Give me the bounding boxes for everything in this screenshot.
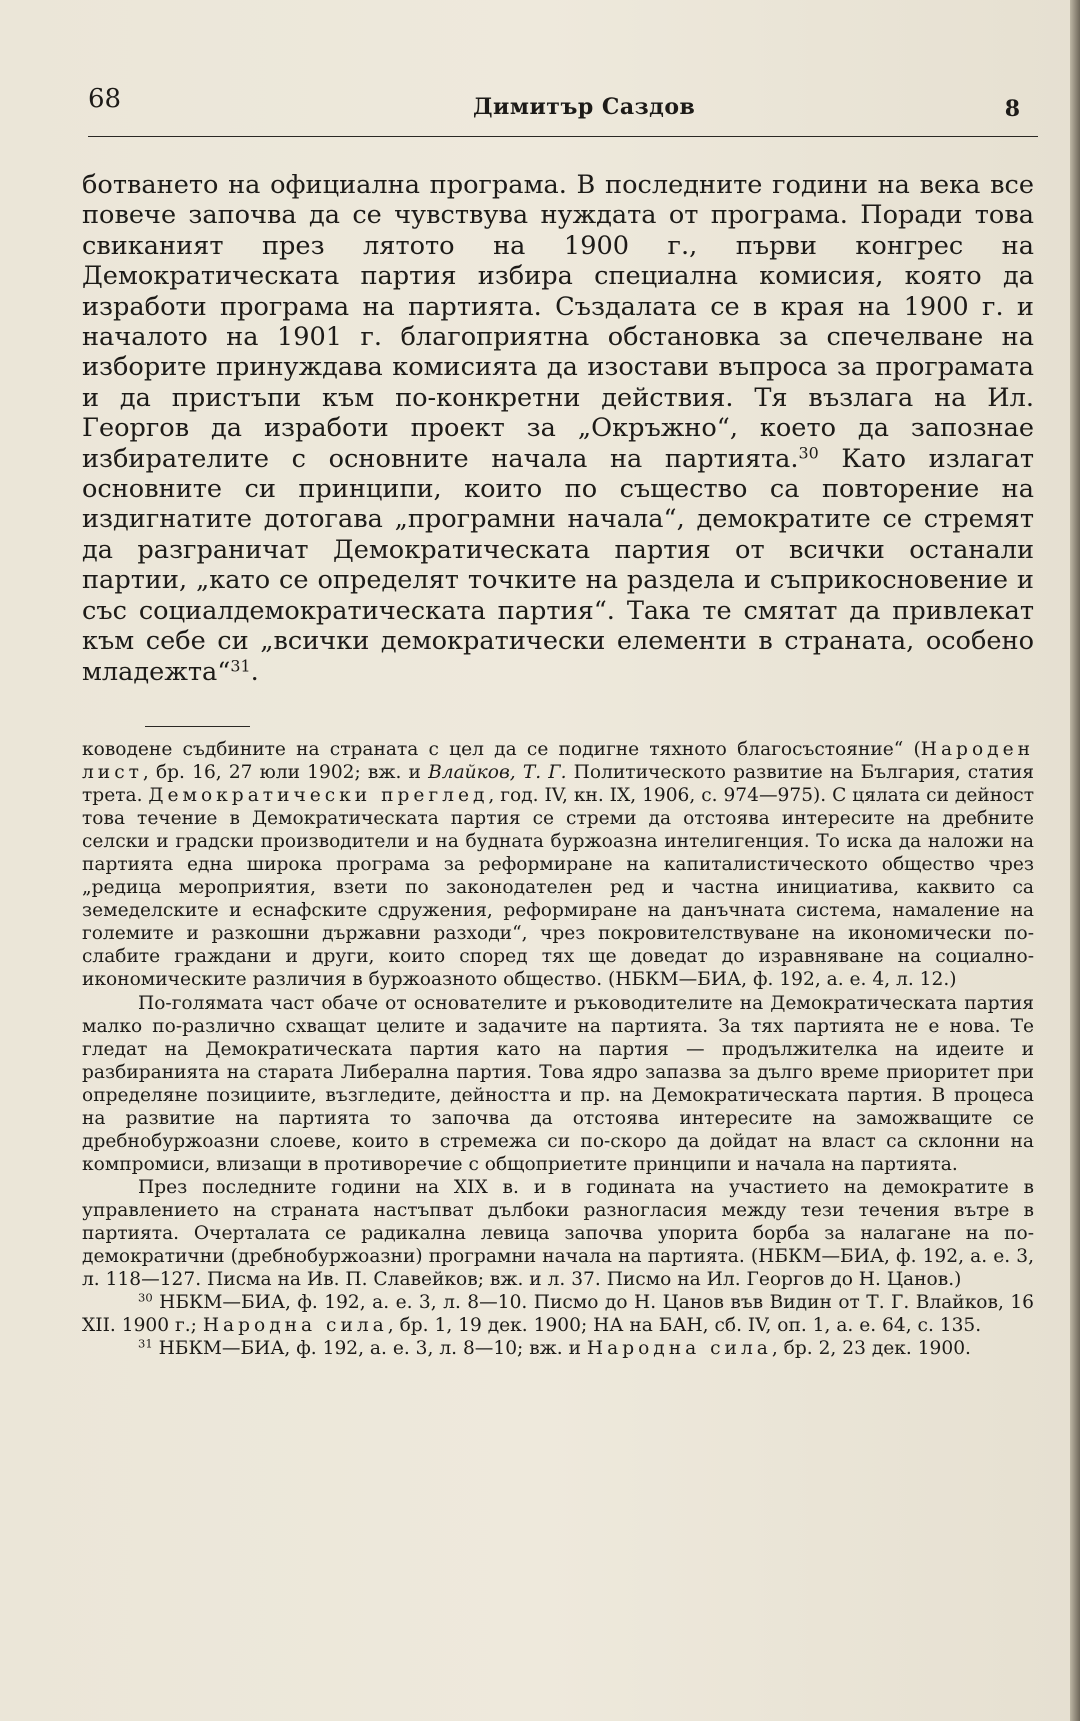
book-spine-shadow: [1070, 0, 1080, 1721]
footnote-separator: [145, 726, 250, 727]
footnote-31-text-b: , бр. 2, 23 дек. 1900.: [771, 1338, 971, 1360]
marginal-mark: 8: [1004, 96, 1020, 122]
main-paragraph: [82, 170, 1034, 687]
footnote-ref-30[interactable]: 30: [798, 442, 819, 462]
main-text-part2: Като излагат основните си принципи, които по същество са повторение на издигнатите дотогава „програмни начала“, демократите се стремят да разграничат Демократическата партия от всички останали партии, „като се определят точките на раздела и съприкосновение и със социалдемократическата партия“. Така те смятат да привлекат към себе си „всички демократически елементи в страната, особено младежта“: [82, 443, 1034, 687]
footnote-31-number: 31: [138, 1336, 153, 1351]
footnote-30-text-a: НБКМ—БИА, ф. 192, а. е. 3, л. 8—10. Писмо до Н. Цанов във Видин от Т. Г. Влайков, 16 XII. 1900 г.;: [82, 1292, 1034, 1337]
footnote-continuation: [82, 738, 1034, 992]
source-title-demokraticheski-pregled: Демократически преглед: [148, 785, 489, 807]
author-name-italic: Влайков, Т. Г.: [428, 762, 567, 784]
source-title-narodna-sila: Народна сила: [202, 1315, 388, 1337]
header-rule: [88, 136, 1038, 137]
page-header: [88, 84, 1038, 124]
main-text-end: .: [250, 656, 259, 687]
source-title-narodni-list: Народен лист: [82, 739, 1034, 784]
footnote-cont-text-c: Политическото развитие на България, статия трета.: [82, 762, 1034, 807]
footnotes: [82, 738, 1034, 1360]
footnote-paragraph-2: По-голямата част обаче от основателите и ръководителите на Демократическата партия малко по-различно схващат целите и задачите на партията. За тях партията не е нова. Те гледат на Демократическата партия като на партия — продължителка на идеите и разбиранията на старата Либерална партия. Това ядро запазва за дълго време приоритет при определяне позициите, възгледите, дейността и пр. на Демократическата партия. В процеса на развитие на партията то започва да отстоява интересите на заможващите се дребнобуржоазни слоеве, които в стремежа си по-скоро да дойдат на власт са склонни на компромиси, влизащи в противоречие с общоприетите принципи и начала на партията.: [82, 992, 1034, 1175]
page-number: 68: [88, 84, 122, 114]
footnote-cont-text-a: ководене съдбините на страната с цел да се подигне тяхното благосъстояние“ (: [82, 739, 921, 760]
footnote-31-text-a: НБКМ—БИА, ф. 192, а. е. 3, л. 8—10; вж. и: [152, 1338, 587, 1360]
footnote-30-text-b: , бр. 1, 19 дек. 1900; НА на БАН, сб. IV, оп. 1, а. е. 64, с. 135.: [387, 1315, 982, 1337]
footnote-30-number: 30: [138, 1290, 153, 1305]
footnote-cont-text-d: , год. IV, кн. IX, 1906, с. 974—975). С цялата си дейност това течение в Демократическата партия се стреми да отстоява интересите на дребните селски и градски производители и на будната буржоазна интелигенция. То иска да наложи на партията една широка програма за реформиране на капиталистическото общество чрез „редица мероприятия, взети по законодателен ред и частна инициатива, каквито са земеделските и еснафските сдружения, реформиране на данъчната система, намаление на големите и разкошни държавни разходи“, чрез покровителствуване на икономически по-слабите граждани и други, които според тях ще доведат до изравняване на социално-икономическите различия в буржоазното общество. (НБКМ—БИА, ф. 192, а. е. 4, л. 12.): [82, 785, 1034, 991]
main-text-part1: ботването на официална програма. В последните години на века все повече започва да се чувствува нуждата от програма. Поради това свиканият през лятото на 1900 г., първи конгрес на Демократическата партия избира специална комисия, която да изработи програма на партията. Създалата се в края на 1900 г. и началото на 1901 г. благоприятна обстановка за спечелване на изборите принуждава комисията да изостави въпроса за програмата и да пристъпи към по-конкретни действия. Тя възлага на Ил. Георгов да изработи проект за „Окръжно“, което да запознае избирателите с основните начала на партията.: [82, 170, 1034, 474]
footnote-ref-31[interactable]: 31: [230, 655, 251, 675]
footnote-30: [82, 1291, 1034, 1337]
source-title-narodna-sila-2: Народна сила: [586, 1338, 772, 1360]
footnote-31: [82, 1337, 1034, 1360]
footnote-cont-text-b: , бр. 16, 27 юли 1902; вж. и: [142, 762, 429, 784]
footnote-paragraph-3: През последните години на XIX в. и в годината на участието на демократите в управлението на страната настъпват дълбоки разногласия между тези течения вътре в партията. Очерталата се радикална левица започва упорита борба за налагане на по-демократични (дребнобуржоазни) програмни начала на партията. (НБКМ—БИА, ф. 192, а. е. 3, л. 118—127. Писма на Ив. П. Славейков; вж. и л. 37. Писмо на Ил. Георгов до Н. Цанов.): [82, 1176, 1034, 1291]
running-head-author: Димитър Саздов: [473, 94, 696, 120]
